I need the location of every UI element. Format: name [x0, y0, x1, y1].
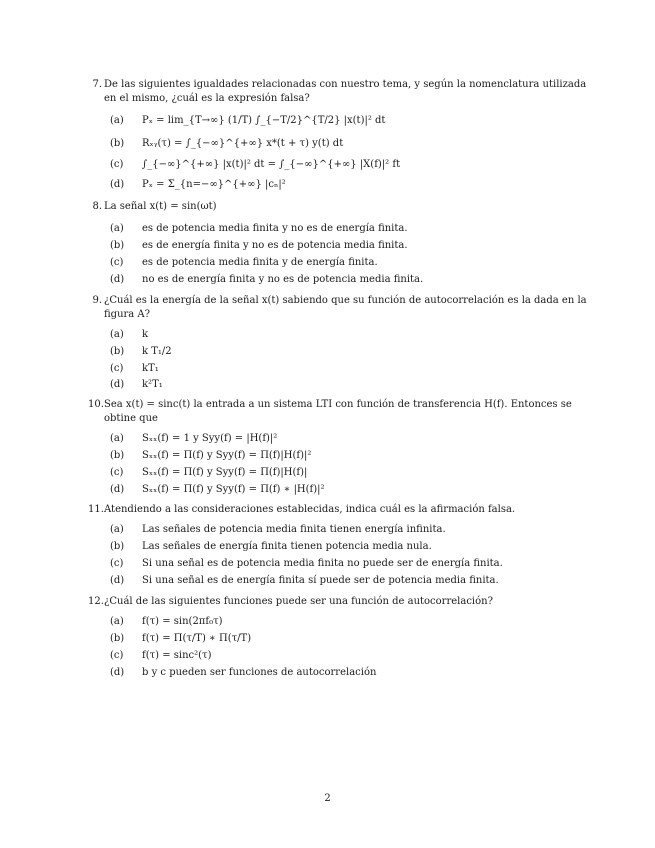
option-text: f(τ) = Π(τ/T) ∗ Π(τ/T) [142, 633, 252, 644]
question-9 [88, 294, 588, 322]
option-text: Sₓₓ(f) = 1 y Syy(f) = |H(f)|² [142, 433, 278, 444]
option-label: (a) [110, 223, 124, 234]
option-text: Las señales de energía finita tienen potencia media nula. [142, 541, 432, 552]
question-text: ¿Cuál es la energía de la señal x(t) sabiendo que su función de autocorrelación es la dada en la figura A? [104, 295, 587, 320]
option-label: (c) [110, 363, 124, 374]
question-number: 12. [88, 596, 104, 607]
question-text: Sea x(t) = sinc(t) la entrada a un sistema LTI con función de transferencia H(f). Entonces se obtine que [104, 399, 572, 424]
option-9a [110, 328, 580, 342]
option-8b [110, 239, 580, 253]
option-text: f(τ) = sinc²(τ) [142, 650, 212, 661]
option-text: k²T₁ [142, 379, 163, 390]
option-11c [110, 557, 580, 571]
option-12a [110, 615, 580, 629]
option-text: ∫_{−∞}^{+∞} |x(t)|² dt = ∫_{−∞}^{+∞} |X(f)|² ft [142, 159, 401, 170]
option-label: (a) [110, 329, 124, 340]
option-text: f(τ) = sin(2πf₀τ) [142, 616, 223, 627]
option-9d [110, 378, 580, 392]
option-label: (b) [110, 240, 125, 251]
option-label: (c) [110, 558, 124, 569]
option-text: Sₓₓ(f) = Π(f) y Syy(f) = Π(f) ∗ |H(f)|² [142, 484, 325, 495]
option-7d [110, 178, 580, 192]
question-8 [88, 200, 588, 214]
option-label: (d) [110, 179, 125, 190]
option-7b [110, 137, 580, 151]
question-text: De las siguientes igualdades relacionadas con nuestro tema, y según la nomenclatura utilizada en el mismo, ¿cuál es la expresión falsa? [104, 79, 587, 104]
question-12 [88, 595, 588, 609]
option-10a [110, 432, 580, 446]
question-7 [88, 78, 588, 106]
option-label: (b) [110, 138, 125, 149]
option-text: no es de energía finita y no es de potencia media finita. [142, 274, 424, 285]
option-label: (b) [110, 633, 125, 644]
option-11b [110, 540, 580, 554]
question-11 [88, 503, 588, 517]
option-label: (d) [110, 667, 125, 678]
option-text: es de potencia media finita y no es de energía finita. [142, 223, 408, 234]
option-9b [110, 345, 580, 359]
option-10d [110, 483, 580, 497]
option-label: (a) [110, 115, 124, 126]
option-text: Pₓ = Σ_{n=−∞}^{+∞} |cₙ|² [142, 179, 286, 190]
question-10 [88, 398, 588, 426]
option-label: (a) [110, 524, 124, 535]
option-text: es de energía finita y no es de potencia media finita. [142, 240, 408, 251]
option-text: Sₓₓ(f) = Π(f) y Syy(f) = Π(f)|H(f)| [142, 467, 308, 478]
question-number: 11. [88, 504, 104, 515]
option-text: es de potencia media finita y de energía finita. [142, 257, 378, 268]
option-8c [110, 256, 580, 270]
option-label: (c) [110, 467, 124, 478]
option-10b [110, 449, 580, 463]
question-text: La señal x(t) = sin(ωt) [104, 201, 217, 212]
option-text: b y c pueden ser funciones de autocorrelación [142, 667, 377, 678]
option-label: (d) [110, 379, 125, 390]
option-text: k T₁/2 [142, 346, 172, 357]
option-label: (a) [110, 433, 124, 444]
option-label: (a) [110, 616, 124, 627]
option-text: Rₓᵧ(τ) = ∫_{−∞}^{+∞} x*(t + τ) y(t) dt [142, 138, 344, 149]
question-text: ¿Cuál de las siguientes funciones puede ser una función de autocorrelación? [104, 596, 493, 607]
option-label: (d) [110, 575, 125, 586]
option-text: Si una señal es de energía finita sí puede ser de potencia media finita. [142, 575, 499, 586]
question-number: 7. [92, 79, 102, 90]
option-label: (d) [110, 274, 125, 285]
question-number: 9. [92, 295, 102, 306]
page-number: 2 [324, 793, 331, 804]
option-label: (c) [110, 257, 124, 268]
option-label: (d) [110, 484, 125, 495]
option-label: (b) [110, 346, 125, 357]
option-label: (b) [110, 541, 125, 552]
option-12c [110, 649, 580, 663]
question-text: Atendiendo a las consideraciones establecidas, indica cuál es la afirmación falsa. [104, 504, 516, 515]
option-text: Las señales de potencia media finita tienen energía infinita. [142, 524, 446, 535]
option-label: (c) [110, 159, 124, 170]
option-text: Pₓ = lim_{T→∞} (1/T) ∫_{−T/2}^{T/2} |x(t)|² dt [142, 115, 386, 126]
option-11a [110, 523, 580, 537]
option-label: (b) [110, 450, 125, 461]
option-11d [110, 574, 580, 588]
option-8d [110, 273, 580, 287]
option-text: Si una señal es de potencia media finita no puede ser de energía finita. [142, 558, 503, 569]
option-label: (c) [110, 650, 124, 661]
option-9c [110, 362, 580, 376]
option-7c [110, 158, 580, 172]
option-text: kT₁ [142, 363, 159, 374]
option-7a [110, 114, 580, 128]
question-number: 10. [88, 399, 104, 410]
option-10c [110, 466, 580, 480]
option-12b [110, 632, 580, 646]
option-12d [110, 666, 580, 680]
option-text: k [142, 329, 149, 340]
question-number: 8. [92, 201, 102, 212]
option-8a [110, 222, 580, 236]
option-text: Sₓₓ(f) = Π(f) y Syy(f) = Π(f)|H(f)|² [142, 450, 312, 461]
